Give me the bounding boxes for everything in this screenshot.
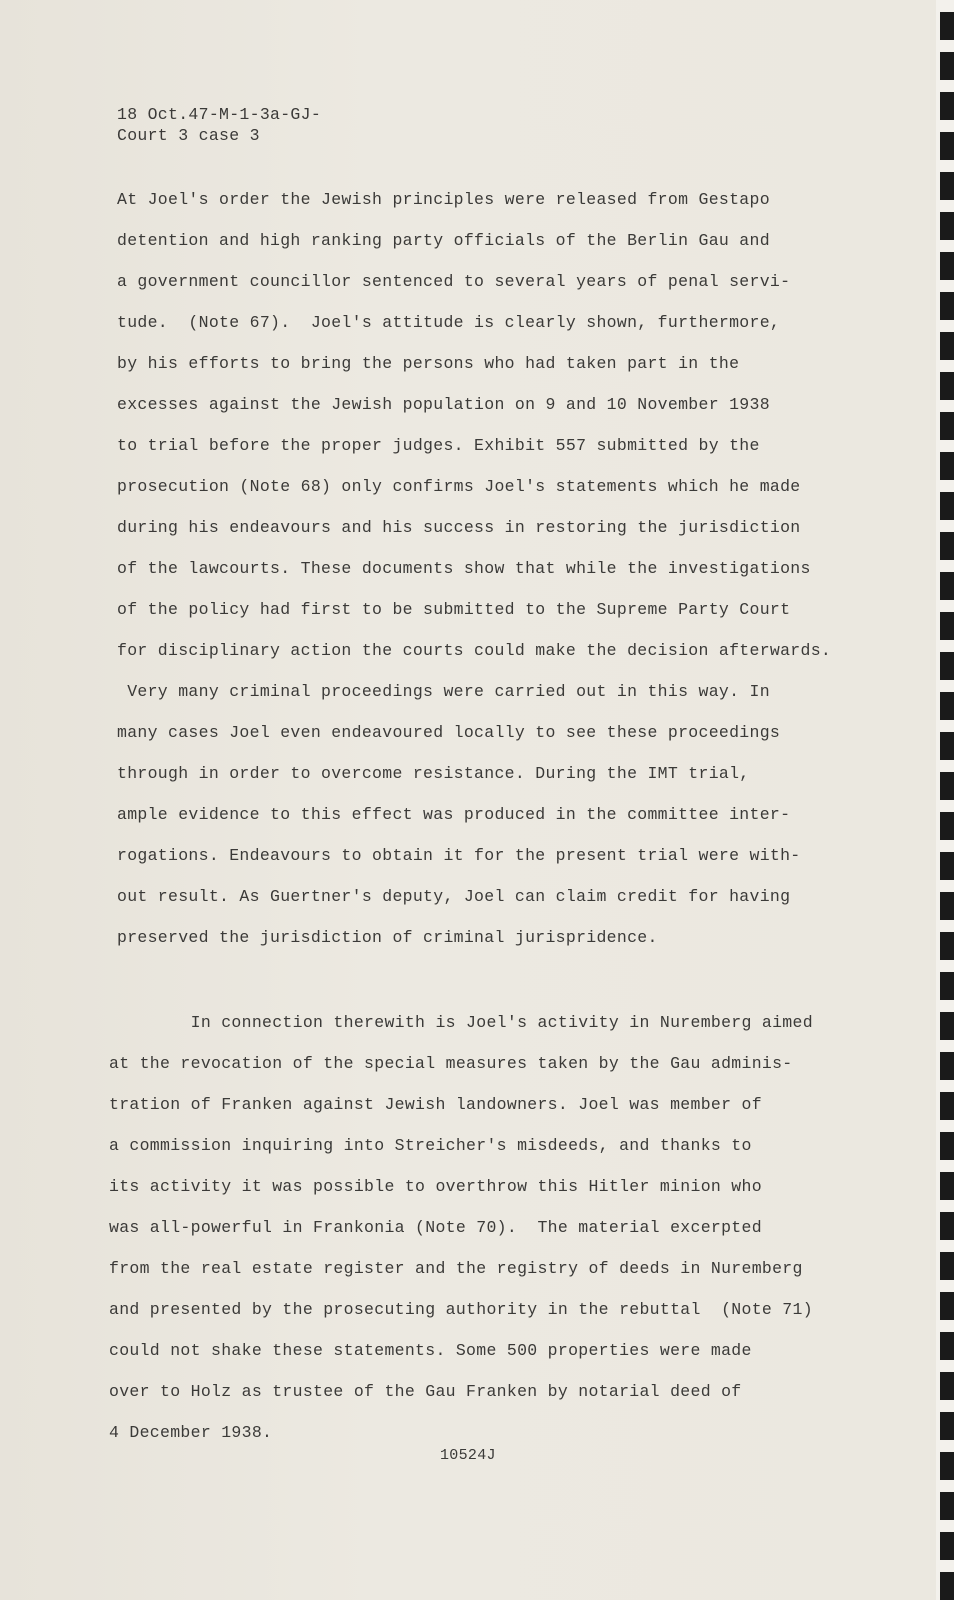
page-number: 10524J (440, 1447, 496, 1464)
text-line: and presented by the prosecuting authority in the rebuttal (Note 71) (109, 1300, 813, 1319)
paragraph-joel-jurisdiction (117, 188, 837, 967)
text-line: ample evidence to this effect was produced in the committee inter- (117, 805, 791, 824)
text-line: many cases Joel even endeavoured locally to see these proceedings (117, 723, 781, 742)
header-reference: 18 Oct.47-M-1-3a-GJ- (117, 105, 322, 124)
document-header (117, 104, 321, 146)
text-line: during his endeavours and his success in restoring the jurisdiction (117, 518, 801, 537)
text-line: from the real estate register and the registry of deeds in Nuremberg (109, 1259, 803, 1278)
text-line: rogations. Endeavours to obtain it for the present trial were with- (117, 846, 801, 865)
text-line: 4 December 1938. (109, 1423, 273, 1442)
text-line: of the lawcourts. These documents show that while the investigations (117, 559, 811, 578)
text-line: tude. (Note 67). Joel's attitude is clearly shown, furthermore, (117, 313, 781, 332)
text-line: to trial before the proper judges. Exhibit 557 submitted by the (117, 436, 760, 455)
text-line: was all-powerful in Frankonia (Note 70). The material excerpted (109, 1218, 762, 1237)
text-line: at the revocation of the special measures taken by the Gau adminis- (109, 1054, 793, 1073)
text-line: a commission inquiring into Streicher's misdeeds, and thanks to (109, 1136, 752, 1155)
text-line: of the policy had first to be submitted to the Supreme Party Court (117, 600, 791, 619)
text-line: In connection therewith is Joel's activity in Nuremberg aimed (109, 1013, 813, 1032)
text-line: Very many criminal proceedings were carried out in this way. In (117, 682, 770, 701)
text-line: excesses against the Jewish population on 9 and 10 November 1938 (117, 395, 770, 414)
text-line: detention and high ranking party officials of the Berlin Gau and (117, 231, 770, 250)
paragraph-nuremberg-activity (109, 1011, 829, 1462)
text-line: could not shake these statements. Some 500 properties were made (109, 1341, 752, 1360)
text-line: a government councillor sentenced to several years of penal servi- (117, 272, 791, 291)
text-line: preserved the jurisdiction of criminal jurispridence. (117, 928, 658, 947)
text-line: out result. As Guertner's deputy, Joel can claim credit for having (117, 887, 791, 906)
binding-edge-margin (936, 0, 940, 1600)
text-line: At Joel's order the Jewish principles were released from Gestapo (117, 190, 770, 209)
text-line: prosecution (Note 68) only confirms Joel's statements which he made (117, 477, 801, 496)
text-line: over to Holz as trustee of the Gau Franken by notarial deed of (109, 1382, 742, 1401)
header-court-case: Court 3 case 3 (117, 126, 260, 145)
text-line: by his efforts to bring the persons who had taken part in the (117, 354, 740, 373)
text-line: its activity it was possible to overthrow this Hitler minion who (109, 1177, 762, 1196)
text-line: through in order to overcome resistance. During the IMT trial, (117, 764, 750, 783)
text-line: for disciplinary action the courts could make the decision afterwards. (117, 641, 832, 660)
text-line: tration of Franken against Jewish landowners. Joel was member of (109, 1095, 762, 1114)
